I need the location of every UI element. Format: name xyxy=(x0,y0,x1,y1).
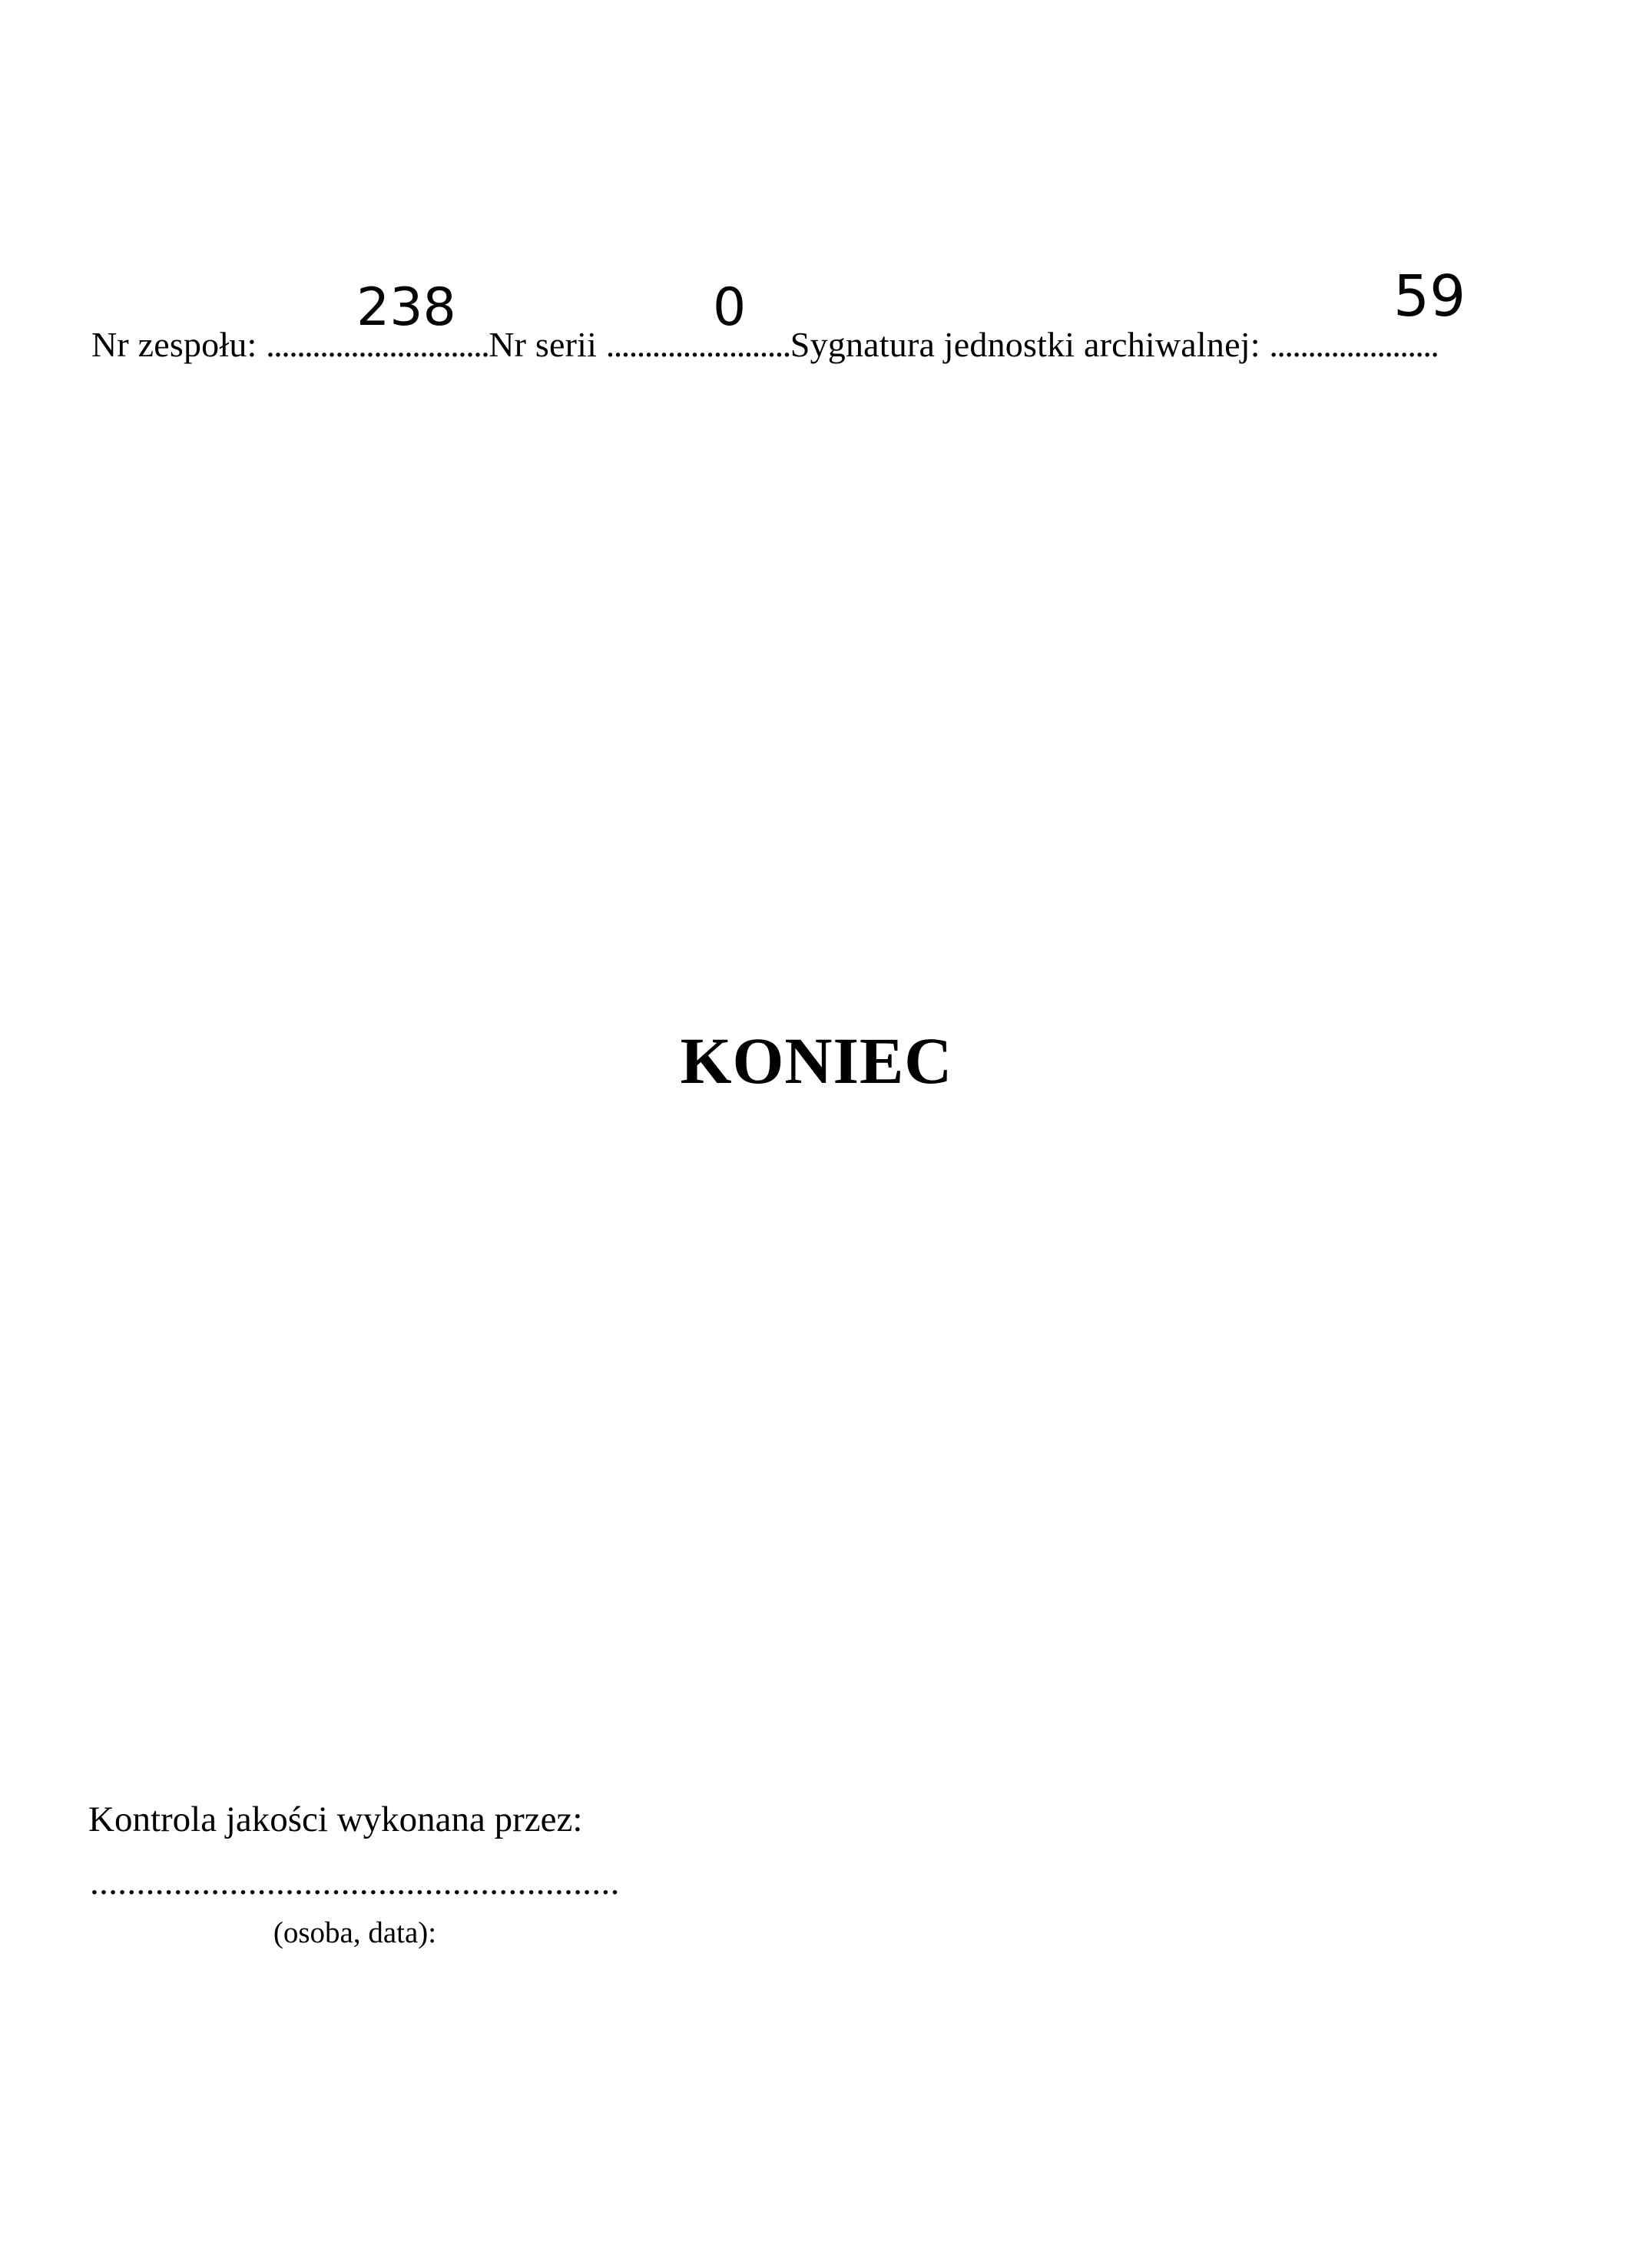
sygnatura-value: 59 xyxy=(1393,263,1466,329)
archival-header-line xyxy=(91,327,1438,363)
sygnatura-dotted-line: ...................... xyxy=(1269,325,1439,364)
signature-caption: (osoba, data): xyxy=(273,1916,437,1949)
nr-zespolu-value: 238 xyxy=(356,277,456,338)
nr-zespolu-label: Nr zespołu: xyxy=(91,325,267,364)
nr-zespolu-dotted-line: ............................. xyxy=(266,325,489,364)
quality-control-label: Kontrola jakości wykonana przez: xyxy=(88,1800,583,1839)
koniec-end-marker: KONIEC xyxy=(680,1024,953,1098)
sygnatura-label: Sygnatura jednostki archiwalnej: xyxy=(790,325,1270,364)
signature-dotted-line: ......................................................... xyxy=(90,1862,620,1902)
nr-serii-label: Nr serii xyxy=(489,325,606,364)
nr-serii-dotted-line: ........................ xyxy=(605,325,790,364)
nr-serii-value: 0 xyxy=(713,277,747,338)
